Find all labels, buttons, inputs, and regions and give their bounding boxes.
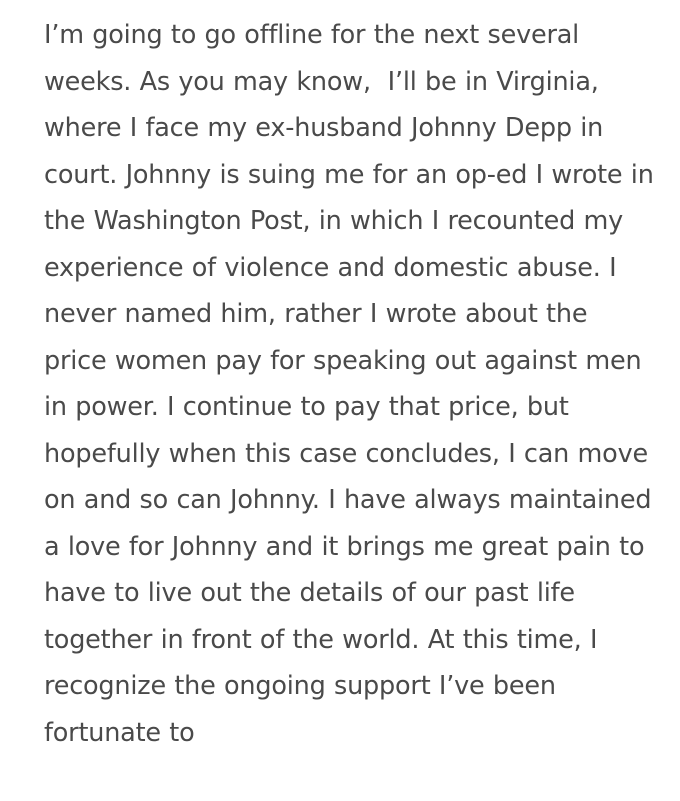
- statement-text: I’m going to go offline for the next several weeks. As you may know, I’ll be in Virginia, where I face my ex-husband Johnny Depp in court. Johnny is suing me for an op-ed I wrote in the Washington Post, in which I recounted my experience of violence and domestic abuse. I never named him, rather I wrote about the price women pay for speaking out against men in power. I continue to pay that price, but hopefully when this case concludes, I can move on and so can Johnny. I have always maintained a love for Johnny and it brings me great pain to have to live out the details of our past life together in front of the world. At this time, I recognize the ongoing support I’ve been fortunate to: [44, 20, 663, 748]
